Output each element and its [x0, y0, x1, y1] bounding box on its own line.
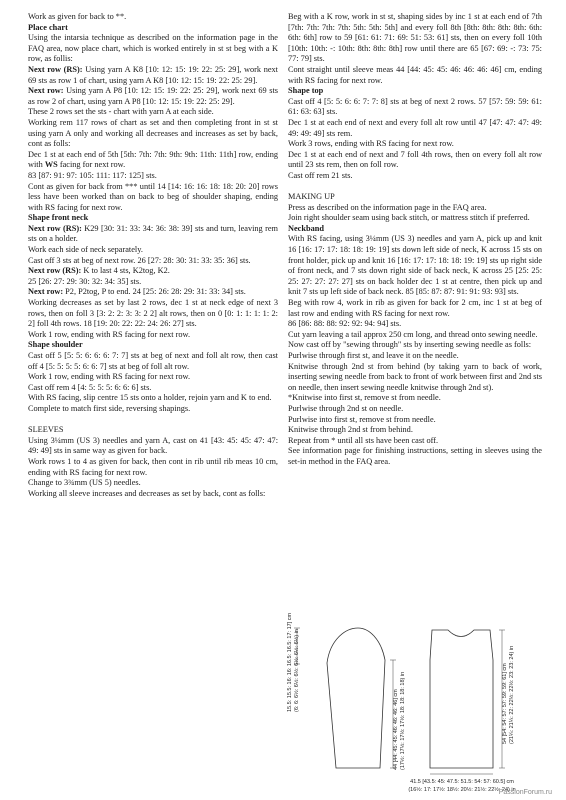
- paragraph: Work as given for back to **.: [28, 12, 127, 21]
- row-lead: Next row (RS):: [28, 223, 82, 233]
- row-text: Using yarn A K8 [10: 12: 15: 19: 22: 25: 29], work next 69 sts as row 1 of chart, using yarn A K8 [10: 12: 15: 19: 22: 25: 29].: [28, 64, 278, 85]
- paragraph: Cast off 3 sts at beg of next row. 26 [27: 28: 30: 31: 33: 35: 36] sts.: [28, 255, 251, 265]
- paragraph: Dec 1 st at each end of next and 7 foll 4th rows, then on every foll alt row until 23 sts rem, then on foll row.: [288, 149, 542, 170]
- paragraph: Cont as given for back from *** until 14 [14: 16: 16: 18: 18: 20: 20] rows less have been worked than on back to beg of shoulder shaping, ending with RS facing for next row.: [28, 181, 278, 212]
- text-run-bold: WS: [44, 160, 58, 170]
- sleeve-length-label: 44 [44: 45: 45: 46: 46: 46: 46] cm: [393, 689, 399, 770]
- section-heading-shape-shoulder: Shape shoulder: [28, 340, 83, 350]
- paragraph: Cut yarn leaving a tail approx 250 cm long, and thread onto sewing needle.: [288, 329, 538, 339]
- paragraph: Dec 1 st at each end of next and every foll alt row until 47 [47: 47: 47: 49: 49: 49: 49] sts rem.: [288, 117, 542, 138]
- body-width-label-in: (16½: 17: 17½: 18½: 20½: 21½: 22½: 24) in: [408, 787, 516, 793]
- paragraph: Press as described on the information page in the FAQ area.: [288, 202, 487, 212]
- sleeve-top-label: 15.5: 15.5: 16: 16: 16.5: 16.5: 17: 17] cm: [287, 612, 293, 712]
- paragraph: Cast off 4 [5: 5: 6: 6: 7: 7: 8] sts at beg of next 2 rows. 57 [57: 59: 59: 61: 61: 63: 63] sts.: [288, 96, 542, 117]
- paragraph: Purlwise through 2nd st on needle.: [288, 403, 404, 413]
- row-text: K29 [30: 31: 33: 34: 36: 38: 39] sts and turn, leaving rem sts on a holder.: [28, 223, 278, 244]
- paragraph: 25 [26: 27: 29: 30: 32: 34: 35] sts.: [28, 276, 142, 286]
- watermark: PassionForum.ru: [498, 789, 552, 796]
- paragraph: Work 1 row, ending with RS facing for next row.: [28, 372, 191, 382]
- paragraph: Change to 3¾mm (US 5) needles.: [28, 478, 141, 488]
- row-lead: Next row:: [28, 287, 64, 297]
- body-width-label: 41.5 [43.5: 45: 47.5: 51.5: 54: 57: 60.5] cm: [410, 779, 514, 785]
- paragraph: These 2 rows set the sts - chart with yarn A at each side.: [28, 107, 214, 117]
- section-heading-neckband: Neckband: [288, 223, 324, 233]
- paragraph: Knitwise through 2nd st from behind.: [288, 425, 413, 435]
- paragraph: Cont straight until sleeve meas 44 [44: 45: 45: 46: 46: 46: 46] cm, ending with RS facing for next row.: [288, 64, 542, 85]
- paragraph: Cast off rem 4 [4: 5: 5: 5: 6: 6: 6] sts.: [28, 382, 152, 392]
- paragraph: With RS facing, using 3¼mm (US 3) needles and yarn A, pick up and knit 16 [16: 17: 17: 18: 18: 19: 19] sts down left side of neck, K across 15 sts on front holder, pick up and knit 16 [16: 17: 17: 18: 18: 19: 19] sts up right side of front neck, and 7 sts down right side of back neck, K across 25 [25: 25: 25: 27: 27: 27: 27] sts on back holder dec 1 st at centre, then pick up and knit 7 sts up left side of back neck. 85 [85: 87: 87: 91: 91: 93: 93] sts.: [288, 234, 542, 297]
- paragraph: Using the intarsia technique as described on the information page in the FAQ area, now place chart, which is worked entirely in st st beg with a K row, as follis:: [28, 33, 278, 64]
- paragraph: Work 1 row, ending with RS facing for next row.: [28, 329, 191, 339]
- body-outline: [430, 630, 493, 768]
- sleeve-top-label-in: (6: 6: 6½: 6½: 6½: 6½: 6½: 6½) in: [294, 629, 300, 712]
- sleeve-length-label-in: (17½: 17½: 17½: 17½: 18: 18: 18: 18) in: [400, 671, 406, 770]
- paragraph: Complete to match first side, reversing shapings.: [28, 403, 191, 413]
- section-heading-shape-top: Shape top: [288, 86, 324, 96]
- paragraph: Join right shoulder seam using back stitch, or mattress stitch if preferred.: [288, 213, 530, 223]
- paragraph: Now cast off by "sewing through" sts by inserting sewing needle as folls:: [288, 340, 532, 350]
- body-length-label: 54 [54: 54: 57: 57: 59: 59: 61] cm: [502, 663, 508, 744]
- text-run: facing for next row.: [57, 160, 126, 170]
- paragraph: Beg with row 4, work in rib as given for back for 2 cm, inc 1 st at beg of last row and ending with RS facing for next row.: [288, 298, 542, 318]
- section-heading-shape-front-neck: Shape front neck: [28, 213, 89, 223]
- paragraph: *Knitwise into first st, remove st from needle.: [288, 393, 441, 403]
- body-length-label-in: (21¼: 21¼: 22: 22½: 22½: 23: 23: 24) in: [509, 645, 515, 744]
- text-run: Dec 1 st at each end of 5th [5th: 7th: 7th: 9th: 9th: 11th: 11th] row, ending with: [28, 149, 278, 170]
- paragraph: Purlwise into first st, remove st from needle.: [288, 414, 436, 424]
- paragraph: Working decreases as set by last 2 rows, dec 1 st at neck edge of next 3 rows, then on foll 3 [3: 2: 2: 3: 3: 2 2] alt rows, then on 0 [0: 1: 1: 1: 1: 2: 2] foll 4th rows. 18 [19: 20: 22: 22: 24: 26: 27] sts.: [28, 298, 278, 329]
- row-lead: Next row:: [28, 86, 64, 96]
- sleeve-outline: [327, 628, 385, 768]
- paragraph: Working rem 117 rows of chart as set and then completing front in st st using yarn A only and working all decreases and increases as set by back, cont as folls:: [28, 117, 278, 149]
- paragraph: Purlwise through first st, and leave it on the needle.: [288, 351, 459, 360]
- row-text: K to last 4 sts, K2tog, K2.: [81, 266, 170, 276]
- paragraph: Working all sleeve increases and decreases as set by back, cont as folls:: [28, 488, 266, 498]
- section-heading-making-up: MAKING UP: [288, 192, 335, 202]
- paragraph: Knitwise through 2nd st from behind (by taking yarn to back of work, inserting sewing needle from back to front of work between first and 2nd sts on needle, then insert sewing needle knitwise through 2nd st).: [288, 361, 542, 392]
- section-heading-place-chart: Place chart: [28, 22, 68, 32]
- row-lead: Next row (RS):: [28, 266, 82, 276]
- paragraph: Beg with a K row, work in st st, shaping sides by inc 1 st at each end of 7th [7th: 7th: 7th: 7th: 5th: 5th: 5th] and every foll 8th [8th: 8th: 8th: 8th: 6th: 6th: 6th] row to 59 [61: 61: 71: 69: 51: 53: 61] sts, then on every foll 10th [10th: 10th: -: 10th: 8th: 8th: 8th] row until there are 65 [67: 69: -: 73: 75: 77: 79] sts.: [288, 12, 542, 64]
- paragraph: 83 [87: 91: 97: 105: 111: 117: 125] sts.: [28, 170, 157, 180]
- paragraph: Using 3¼mm (US 3) needles and yarn A, cast on 41 [43: 45: 45: 47: 47: 49: 49] sts in same way as given for back.: [28, 435, 278, 456]
- paragraph: Work rows 1 to 4 as given for back, then cont in rib until rib meas 10 cm, ending with RS facing for next row.: [28, 456, 278, 477]
- paragraph: Work each side of neck separately.: [28, 245, 143, 255]
- section-heading-sleeves: SLEEVES: [28, 425, 64, 435]
- paragraph: Cast off rem 21 sts.: [288, 170, 353, 180]
- row-lead: Next row (RS):: [28, 64, 83, 74]
- paragraph: Repeat from * until all sts have been cast off.: [288, 435, 439, 445]
- row-text: P2, P2tog, P to end. 24 [25: 26: 28: 29: 31: 33: 34] sts.: [63, 287, 246, 297]
- paragraph: See information page for finishing instructions, setting in sleeves using the set-in method in the FAQ area.: [288, 446, 542, 466]
- paragraph: 86 [86: 88: 88: 92: 92: 94: 94] sts.: [288, 319, 402, 329]
- paragraph: Cast off 5 [5: 5: 6: 6: 6: 7: 7] sts at beg of next and foll alt row, then cast off 4 [5: 5: 5: 5: 6: 6: 7] sts at beg of foll alt row.: [28, 351, 278, 371]
- paragraph: Work 3 rows, ending with RS facing for next row.: [288, 139, 454, 149]
- row-text: Using yarn A P8 [10: 12: 15: 19: 22: 25: 29], work next 69 sts as row 2 of chart, using yarn A P8 [10: 12: 15: 19: 22: 25: 29].: [28, 86, 278, 106]
- paragraph: With RS facing, slip centre 15 sts onto a holder, rejoin yarn and K to end.: [28, 393, 272, 403]
